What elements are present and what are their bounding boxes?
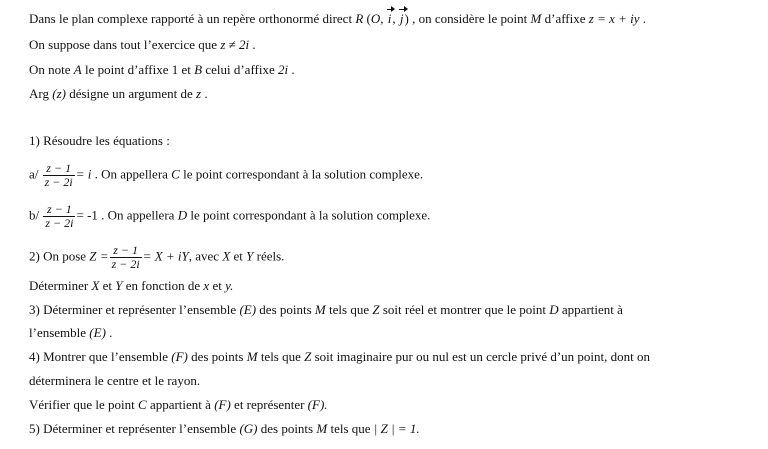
- question-2: 2) On pose Z = $\frac{z - 1}{z - 2i}$ = X + iY, avec X et Y réels.: [29, 243, 285, 271]
- vector-j-icon: j: [399, 11, 404, 26]
- question-1a: a/ $\frac{z - 1}{z - 2i}$ = i . On appellera C le point correspondant à la solution complexe.: [29, 161, 424, 189]
- question-1-title: 1) Résoudre les équations :: [29, 133, 170, 148]
- fraction: $\frac{z - 1}{z - 2i}$: [44, 161, 73, 189]
- question-4-line-1: 4) Montrer que l’ensemble (F) des points M tels que Z soit imaginaire pur ou nul est un cercle privé d’un point, dont on: [29, 349, 651, 364]
- question-4-line-2: déterminera le centre et le rayon.: [29, 373, 201, 388]
- fraction: $\frac{z - 1}{z - 2i}$: [45, 202, 74, 230]
- question-5: 5) Déterminer et représenter l’ensemble (G) des points M tels que | Z | = 1.: [29, 421, 420, 436]
- intro-line-2: On suppose dans tout l’exercice que z ≠ 2i .: [29, 37, 256, 52]
- intro-line-4: Arg (z) désigne un argument de z .: [29, 86, 208, 101]
- question-2-line-2: Déterminer X et Y en fonction de x et y.: [29, 278, 234, 293]
- question-4-line-3: Vérifier que le point C appartient à (F) et représenter (F).: [29, 397, 328, 412]
- question-1b: b/ $\frac{z - 1}{z - 2i}$ = -1 . On appellera D le point correspondant à la solution complexe.: [29, 202, 431, 230]
- intro-line-1: Dans le plan complexe rapporté à un repère orthonormé direct R (O, i, j) , on considère le point M d’affixe z = x + iy .: [29, 11, 647, 26]
- question-3-line-2: l’ensemble (E) .: [29, 325, 113, 340]
- vector-i-icon: i: [387, 11, 392, 26]
- intro-line-3: On note A le point d’affixe 1 et B celui d’affixe 2i .: [29, 62, 295, 77]
- fraction: $\frac{z - 1}{z - 2i}$: [111, 243, 140, 271]
- question-3-line-1: 3) Déterminer et représenter l’ensemble (E) des points M tels que Z soit réel et montrer que le point D appartient à: [29, 302, 623, 317]
